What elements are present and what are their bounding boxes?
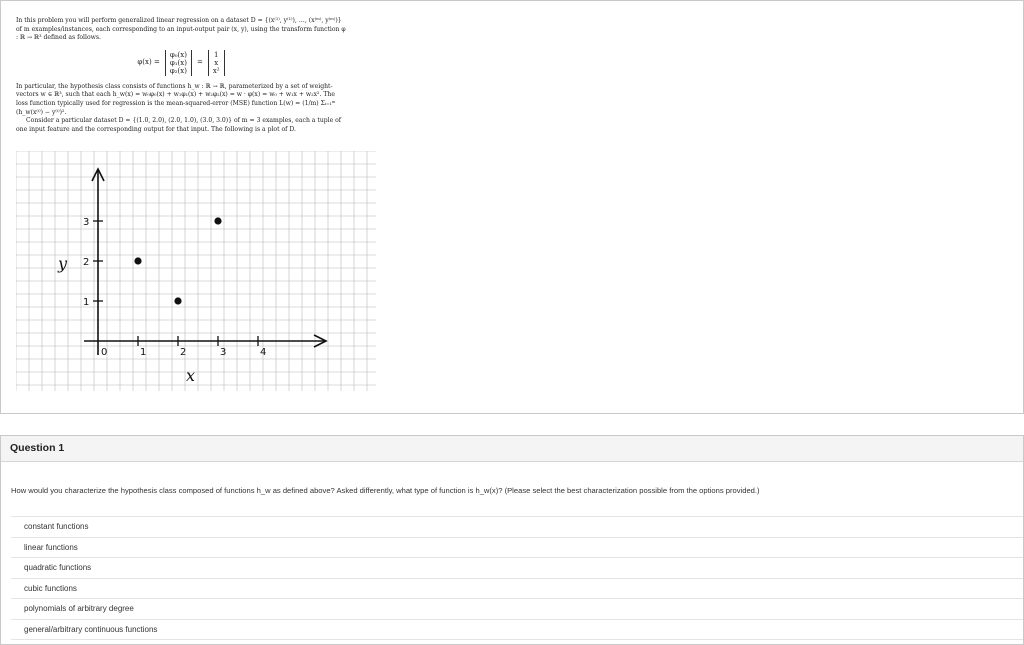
data-point xyxy=(214,217,221,224)
x-tick-label: 2 xyxy=(180,347,187,358)
x-tick-label: 0 xyxy=(101,347,108,358)
x-axis-label: x xyxy=(186,366,196,385)
question-title: Question 1 xyxy=(1,436,1023,462)
matrix-cell: x xyxy=(214,58,219,67)
question-text: How would you characterize the hypothesis class composed of functions h_w as defined above? Asked differently, what type of function is h_w(x)? (Please select the best characterization possible from the options provided.) xyxy=(11,486,760,495)
problem-paragraph-3: Consider a particular dataset D = {(1.0, 2.0), (2.0, 1.0), (3.0, 3.0)} of m = 3 examples, each a tuple of one input feature and the corresponding output for that input. The following is a plot of D. xyxy=(16,117,342,133)
problem-paragraph-1: In this problem you will perform generalized linear regression on a dataset D = {(x⁽¹⁾, y⁽¹⁾), …, (x⁽ᵐ⁾, y⁽ᵐ⁾)} of m examples/instances, each corresponding to an input-output pair (x, y), using the transform function φ : ℝ → ℝ³ defined as follows. xyxy=(16,17,346,42)
problem-statement xyxy=(16,17,346,134)
transform-equation xyxy=(16,50,346,76)
matrix-cell: φ₁(x) xyxy=(169,58,187,67)
dataset-plot xyxy=(16,151,376,391)
data-point xyxy=(174,297,181,304)
matrix-cell: 1 xyxy=(213,50,219,59)
matrix-cell: φ₀(x) xyxy=(169,50,187,59)
matrix-cell: x² xyxy=(212,66,220,75)
answer-option[interactable]: general/arbitrary continuous functions xyxy=(11,619,1023,641)
y-tick-label: 1 xyxy=(83,297,90,308)
equation-equals: = xyxy=(196,58,203,67)
x-tick-label: 3 xyxy=(220,347,227,358)
y-tick-label: 2 xyxy=(83,257,90,268)
answer-options xyxy=(11,516,1023,640)
phi-matrix xyxy=(165,50,192,76)
equation-lhs: φ(x) = xyxy=(137,58,160,67)
data-point xyxy=(134,257,141,264)
y-tick-label: 3 xyxy=(83,217,90,228)
answer-option[interactable]: cubic functions xyxy=(11,578,1023,599)
problem-paragraph-2: In particular, the hypothesis class consists of functions h_w : ℝ → ℝ, parameterized by a set of weight-vectors w ∈ ℝ³, such that each h_w(x) = w₀φ₀(x) + w₁φ₁(x) + w₂φ₂(x) = w · φ(x) = w₀ + w₁x + w₂x². The loss function typically used for regression is the mean-squared-error (MSE) function L(w) = (1/m) Σᵢ₌₁ᵐ (h_w(x⁽ⁱ⁾) − y⁽ⁱ⁾)². xyxy=(16,82,336,116)
y-axis-label: y xyxy=(58,254,68,273)
answer-option[interactable]: constant functions xyxy=(11,516,1023,537)
x-tick-label: 4 xyxy=(260,347,267,358)
answer-option[interactable]: quadratic functions xyxy=(11,557,1023,578)
matrix-cell: φ₂(x) xyxy=(169,66,187,75)
x-tick-label: 1 xyxy=(140,347,147,358)
dataset-plot-svg xyxy=(16,151,376,391)
answer-option[interactable]: linear functions xyxy=(11,537,1023,558)
question-card xyxy=(0,435,1024,645)
feature-matrix xyxy=(208,50,225,76)
answer-option[interactable]: polynomials of arbitrary degree xyxy=(11,598,1023,619)
